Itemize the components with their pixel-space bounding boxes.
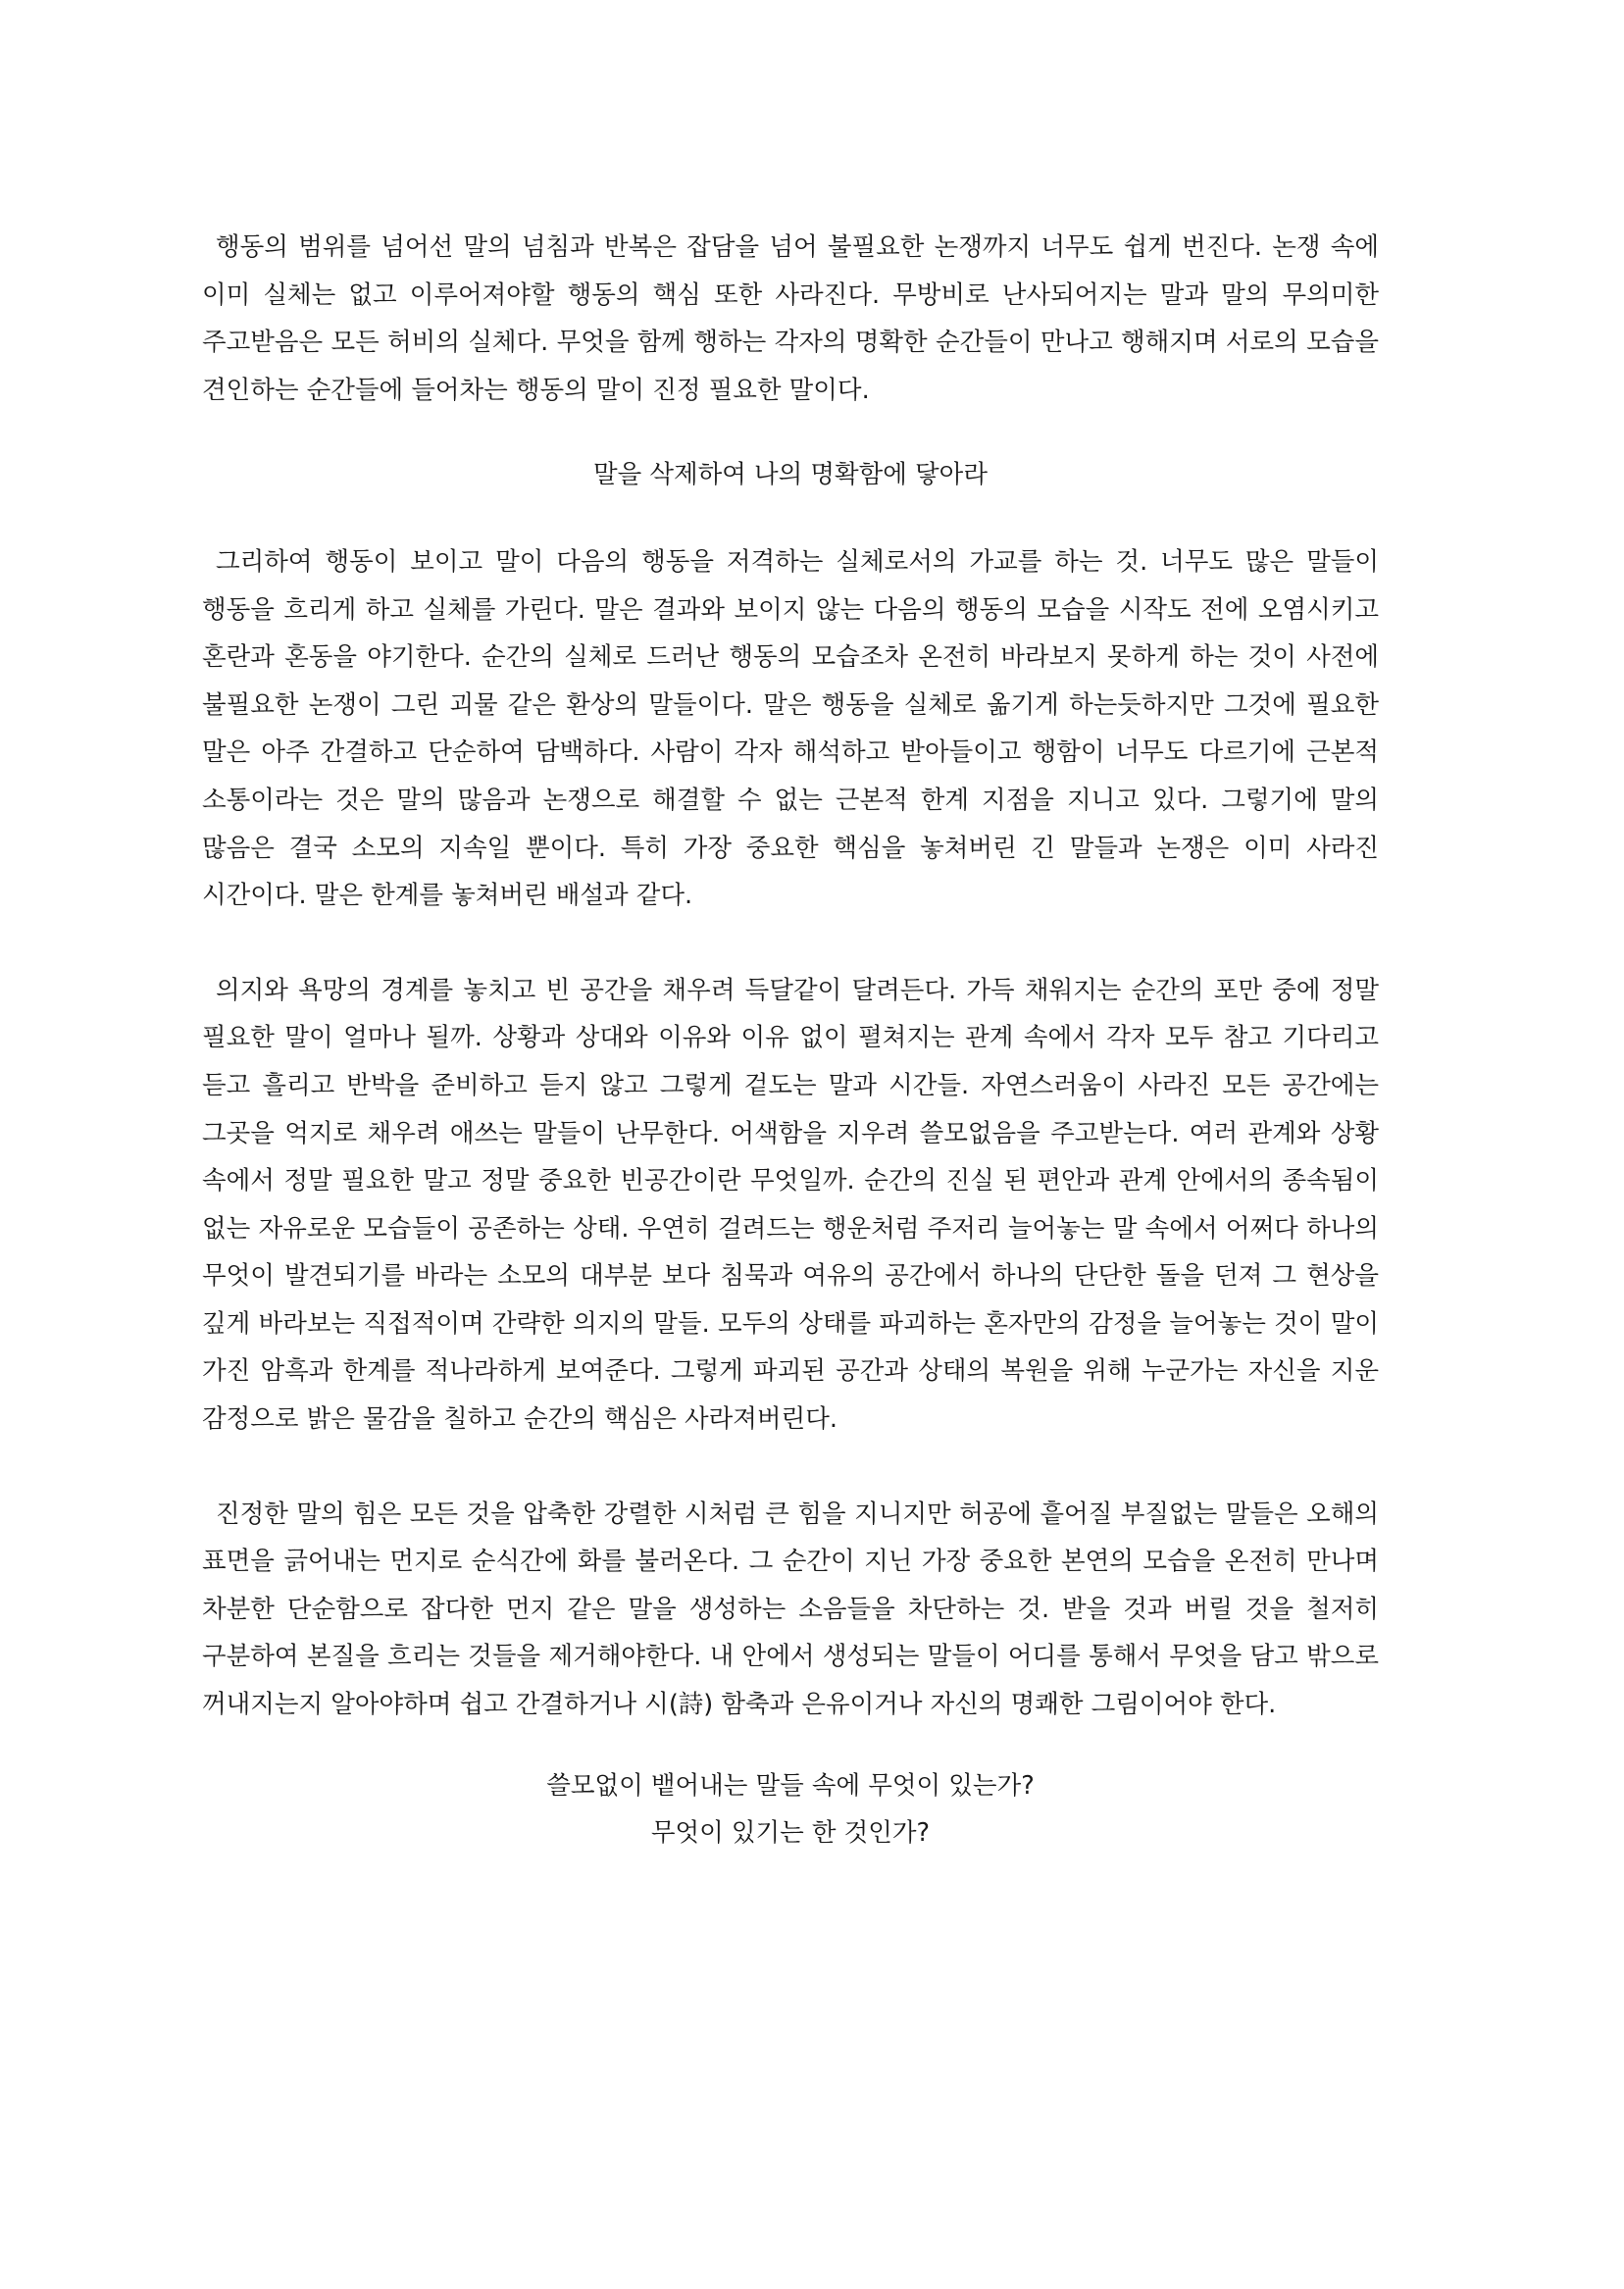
paragraph-2: 그리하여 행동이 보이고 말이 다음의 행동을 저격하는 실체로서의 가교를 하는 것. 너무도 많은 말들이 행동을 흐리게 하고 실체를 가린다. 말은 결과와 보이지 않는 다음의 행동의 모습을 시작도 전에 오염시키고 혼란과 혼동을 야기한다. 순간의 실체로 드러난 행동의 모습조차 온전히 바라보지 못하게 하는 것이 사전에 불필요한 논쟁이 그린 괴물 같은 환상의 말들이다. 말은 행동을 실체로 옮기게 하는듯하지만 그것에 필요한 말은 아주 간결하고 단순하여 담백하다. 사람이 각자 해석하고 받아들이고 행함이 너무도 다르기에 근본적 소통이라는 것은 말의 많음과 논쟁으로 해결할 수 없는 근본적 한계 지점을 지니고 있다. 그렇기에 말의 많음은 결국 소모의 지속일 뿐이다. 특히 가장 중요한 핵심을 놓쳐버린 긴 말들과 논쟁은 이미 사라진 시간이다. 말은 한계를 놓쳐버린 배설과 같다. [202, 546, 1379, 911]
paragraph-spacer [202, 499, 1379, 538]
paragraph-spacer [202, 414, 1379, 451]
paragraph-spacer [202, 1444, 1379, 1491]
paragraph-4: 진정한 말의 힘은 모든 것을 압축한 강렬한 시처럼 큰 힘을 지니지만 허공에 흩어질 부질없는 말들은 오해의 표면을 긁어내는 먼지로 순식간에 화를 불러온다. 그 순간이 지닌 가장 중요한 본연의 모습을 온전히 만나며 차분한 단순함으로 잡다한 먼지 같은 말을 생성하는 소음들을 차단하는 것. 받을 것과 버릴 것을 철저히 구분하여 본질을 흐리는 것들을 제거해야한다. 내 안에서 생성되는 말들이 어디를 통해서 무엇을 담고 밖으로 꺼내지는지 알아야하며 쉽고 간결하거나 시(詩) 함축과 은유이거나 자신의 명쾌한 그림이어야 한다. [202, 1499, 1379, 1720]
closing-line-2: 무엇이 있기는 한 것인가? [650, 1818, 931, 1849]
section-heading: 말을 삭제하여 나의 명확함에 닿아라 [593, 460, 988, 490]
closing-line-1: 쓸모없이 뱉어내는 말들 속에 무엇이 있는가? [546, 1770, 1035, 1801]
paragraph-1: 행동의 범위를 넘어선 말의 넘침과 반복은 잡담을 넘어 불필요한 논쟁까지 너무도 쉽게 번진다. 논쟁 속에 이미 실체는 없고 이루어져야할 행동의 핵심 또한 사라진다. 무방비로 난사되어지는 말과 말의 무의미한 주고받음은 모든 허비의 실체다. 무엇을 함께 행하는 각자의 명확한 순간들이 만나고 행해지며 서로의 모습을 견인하는 순간들에 들어차는 행동의 말이 진정 필요한 말이다. [202, 232, 1379, 405]
paragraph-spacer [202, 1729, 1379, 1762]
document-body [202, 224, 1379, 1857]
paragraph-spacer [202, 920, 1379, 967]
paragraph-3: 의지와 욕망의 경계를 놓치고 빈 공간을 채우려 득달같이 달려든다. 가득 채워지는 순간의 포만 중에 정말 필요한 말이 얼마나 될까. 상황과 상대와 이유와 이유 없이 펼쳐지는 관계 속에서 각자 모두 참고 기다리고 듣고 흘리고 반박을 준비하고 듣지 않고 그렇게 겉도는 말과 시간들. 자연스러움이 사라진 모든 공간에는 그곳을 억지로 채우려 애쓰는 말들이 난무한다. 어색함을 지우려 쓸모없음을 주고받는다. 여러 관계와 상황 속에서 정말 필요한 말고 정말 중요한 빈공간이란 무엇일까. 순간의 진실 된 편안과 관계 안에서의 종속됨이 없는 자유로운 모습들이 공존하는 상태. 우연히 걸려드는 행운처럼 주저리 늘어놓는 말 속에서 어쩌다 하나의 무엇이 발견되기를 바라는 소모의 대부분 보다 침묵과 여유의 공간에서 하나의 단단한 돌을 던져 그 현상을 깊게 바라보는 직접적이며 간략한 의지의 말들. 모두의 상태를 파괴하는 혼자만의 감정을 늘어놓는 것이 말이 가진 암흑과 한계를 적나라하게 보여준다. 그렇게 파괴된 공간과 상태의 복원을 위해 누군가는 자신을 지운 감정으로 밝은 물감을 칠하고 순간의 핵심은 사라져버린다. [202, 975, 1379, 1435]
